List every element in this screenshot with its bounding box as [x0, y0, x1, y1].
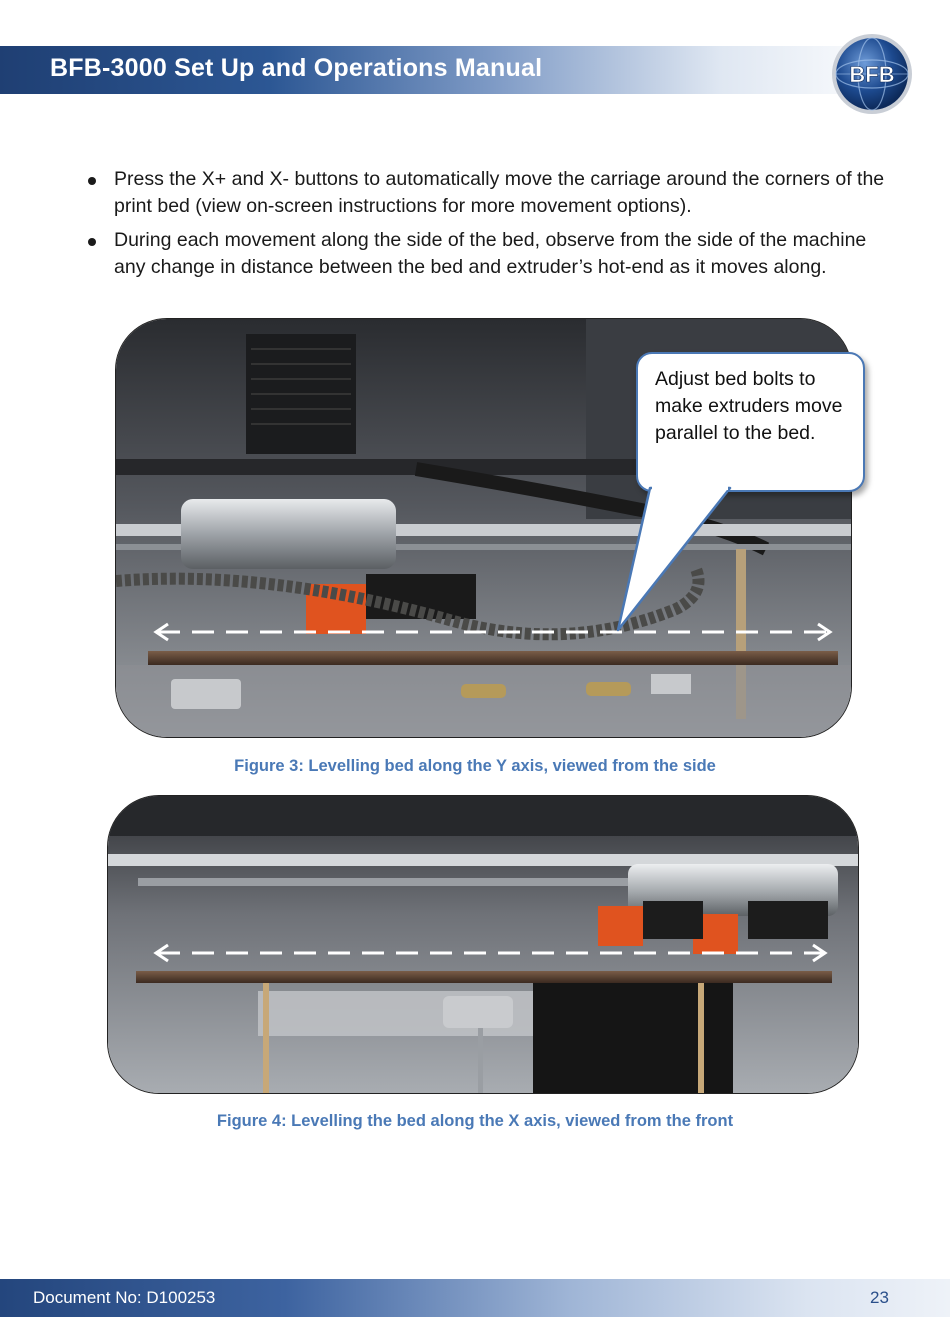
callout-text: Adjust bed bolts to make extruders move parallel to the bed.: [655, 368, 843, 444]
page-title: BFB-3000 Set Up and Operations Manual: [50, 54, 543, 82]
document-number: Document No: D100253: [33, 1288, 216, 1307]
callout-tail: [610, 484, 760, 634]
bullet-text: During each movement along the side of the bed, observe from the side of the machine any change in distance between the bed and extruder’s hot-end as it moves along.: [114, 229, 867, 278]
figure-3-caption: Figure 3: Levelling bed along the Y axis, viewed from the side: [234, 757, 716, 775]
figure-4-photo: [107, 795, 859, 1094]
bullet-icon: [88, 238, 96, 246]
bullet-text: Press the X+ and X- buttons to automatically move the carriage around the corners of the print bed (view on-screen instructions for more movement options).: [114, 168, 885, 217]
list-item: [82, 227, 902, 281]
bullet-icon: [88, 177, 96, 185]
instruction-list: [82, 166, 902, 288]
bfb-logo: [830, 32, 914, 116]
logo-text: BFB: [849, 62, 895, 87]
page-number: 23: [870, 1288, 889, 1307]
list-item: [82, 166, 902, 220]
figure-4-caption: Figure 4: Levelling the bed along the X axis, viewed from the front: [216, 1112, 734, 1130]
